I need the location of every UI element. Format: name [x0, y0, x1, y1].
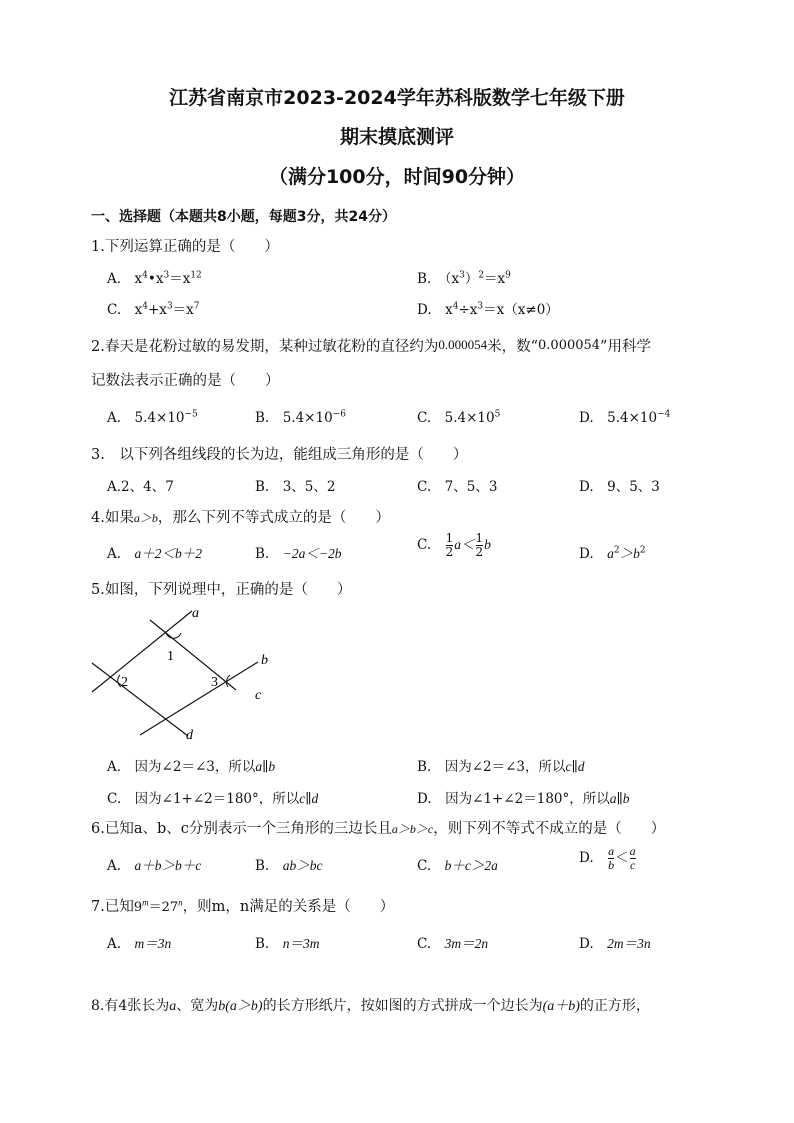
q7-option-c[interactable]: [417, 932, 488, 952]
q1-c-t5: 7: [193, 301, 200, 312]
q4-c-den1: 2: [445, 545, 454, 559]
q6-d-fraction-1: [608, 845, 614, 872]
q1-a-t5: 12: [190, 270, 202, 281]
question-6-stem: [91, 817, 665, 838]
q6-a-t0: A.: [107, 858, 135, 874]
title-line-1: 江苏省南京市2023-2024学年苏科版数学七年级下册: [169, 87, 625, 109]
q4-option-a[interactable]: [107, 542, 202, 562]
q7-eq-t1: m: [142, 897, 149, 908]
q2-a-t0: A. 5.4×10: [107, 410, 185, 426]
q5-a-t1: a∥b: [255, 759, 276, 774]
q2-number-1: 0.000054: [438, 337, 488, 352]
q7-a-t1: m＝3n: [134, 936, 172, 951]
question-2-stem-line2: 记数法表示正确的是（ ）: [91, 373, 280, 389]
q4-a-t0: A.: [107, 546, 135, 562]
line-c: [150, 620, 236, 690]
q6-stem-b: ，则下列不等式不成立的是（ ）: [433, 821, 666, 837]
q7-stem-b: ，则m，n满足的关系是（ ）: [182, 899, 395, 915]
q1-d-t4: ＝x（x≠0）: [483, 302, 559, 318]
q1-a-t4: ＝x: [169, 271, 191, 287]
q7-stem-a: 7.已知: [91, 899, 134, 915]
q6-d-fraction-2: [630, 845, 636, 872]
q4-stem-a: 4.如果: [91, 510, 134, 526]
line-d: [92, 663, 188, 736]
label-d: d: [186, 728, 193, 743]
q7-option-a[interactable]: [107, 932, 171, 952]
q6-c-t1: b＋c＞2a: [444, 858, 498, 873]
q1-d-t1: 4: [452, 301, 459, 312]
line-a: [92, 611, 192, 692]
q2-option-a[interactable]: [107, 406, 198, 426]
q4-c-t3: a＜: [454, 537, 475, 552]
q7-d-t1: 2m＝3n: [607, 936, 651, 951]
q2-a-t1: −5: [184, 409, 198, 420]
q6-d-num1: a: [608, 844, 615, 858]
q1-option-d[interactable]: [417, 298, 559, 318]
q2-option-c[interactable]: [417, 406, 500, 426]
q8-t6: 的正方形，: [579, 998, 650, 1014]
section-heading: 一、选择题（本题共8小题，每题3分，共24分）: [91, 209, 396, 225]
q6-c-t0: C.: [417, 858, 445, 874]
q4-option-c[interactable]: [417, 532, 491, 559]
q1-a-t0: A. x: [107, 271, 143, 287]
q6-option-c[interactable]: [417, 854, 498, 874]
q6-option-a[interactable]: [107, 854, 201, 874]
q1-option-c[interactable]: [107, 298, 200, 318]
title-line-2: 期末摸底测评: [339, 126, 454, 148]
q1-c-t3: 3: [166, 301, 173, 312]
q4-c-fraction-2: [476, 532, 484, 559]
q2-option-d[interactable]: [579, 406, 670, 426]
q7-eq-t2: ＝27: [148, 900, 179, 915]
q5-c-t1: c∥d: [299, 791, 319, 806]
q6-option-d[interactable]: [579, 845, 637, 872]
q1-b-t5: 9: [505, 270, 511, 281]
q4-c-num2: 1: [475, 531, 484, 545]
q1-d-t2: ÷x: [458, 302, 478, 318]
q2-stem-a: 2.春天是花粉过敏的易发期，某种过敏花粉的直径约为: [91, 339, 439, 355]
q6-option-b[interactable]: [255, 854, 322, 874]
q1-d-t0: D. x: [417, 302, 453, 318]
q4-c-den2: 2: [475, 545, 484, 559]
q2-number-2: 0.000054: [538, 338, 601, 353]
q5-b-t1: c∥d: [565, 759, 585, 774]
q1-b-t2: ）: [464, 271, 479, 287]
question-4-stem: [91, 506, 390, 527]
q7-option-b[interactable]: [255, 932, 319, 952]
q7-option-d[interactable]: [579, 932, 651, 952]
q4-d-t2: 2: [613, 545, 620, 556]
q5-figure: [88, 600, 288, 750]
q3-option-d[interactable]: D. 9、5、3: [579, 479, 660, 495]
question-8-stem: [91, 995, 650, 1015]
q2-stem-c: ”用科学: [600, 339, 651, 355]
q2-d-t0: D. 5.4×10: [579, 410, 658, 426]
question-3-stem: 3. 以下列各组线段的长为边，能组成三角形的是（ ）: [91, 447, 468, 463]
q7-a-t0: A.: [107, 936, 135, 952]
q5-c-t0: C. 因为∠1+∠2＝180°，所以: [107, 791, 300, 807]
q6-d-den1: b: [608, 858, 615, 872]
q4-b-t0: B.: [255, 546, 283, 562]
label-c: c: [255, 688, 262, 703]
label-b: b: [261, 653, 268, 668]
q6-stem-a: 6.已知a、b、c分别表示一个三角形的三边长且: [91, 821, 392, 837]
q7-eq-t0: 9: [133, 900, 143, 915]
q4-c-t0: C.: [417, 537, 445, 553]
q5-option-b[interactable]: [417, 755, 585, 775]
q7-equation: [133, 897, 183, 915]
q1-a-t1: 4: [142, 270, 148, 281]
q4-condition: a＞b: [133, 511, 158, 525]
q5-option-c[interactable]: [107, 787, 318, 807]
q7-c-t1: 3m＝2n: [444, 936, 489, 951]
q4-c-fraction-1: [446, 532, 454, 559]
q1-b-t3: 2: [478, 270, 485, 281]
question-1-stem: 1.下列运算正确的是（ ）: [91, 239, 279, 255]
q7-d-t0: D.: [579, 936, 608, 952]
q1-option-b[interactable]: [417, 267, 511, 287]
q8-t5: (a＋b): [542, 999, 580, 1014]
question-5-stem: 5.如图，下列说理中，正确的是（ ）: [91, 582, 352, 598]
q6-d-t3: ＜: [615, 850, 629, 866]
q4-c-t6: b: [484, 537, 491, 552]
q8-t0: 8.有4张长为: [91, 998, 170, 1014]
q5-d-t1: a∥b: [609, 791, 630, 806]
label-angle-1: 1: [167, 649, 174, 664]
q7-c-t0: C.: [417, 936, 445, 952]
question-7-stem: [91, 895, 394, 916]
q6-a-t1: a＋b＞b＋c: [134, 858, 202, 873]
q4-a-t1: a＋2＜b＋2: [134, 546, 203, 561]
q1-c-t1: 4: [142, 301, 148, 312]
q6-condition: a＞b＞c: [391, 822, 434, 836]
q4-d-t3: ＞b: [619, 546, 640, 561]
q2-stem-b: 米，数“: [487, 339, 539, 355]
line-b: [140, 662, 258, 735]
q3-option-b[interactable]: B. 3、5、2: [255, 479, 336, 495]
q2-b-t0: B. 5.4×10: [255, 410, 333, 426]
q1-c-t4: ＝x: [172, 302, 194, 318]
q1-option-a[interactable]: [107, 267, 202, 287]
q1-c-t0: C. x: [107, 302, 143, 318]
q6-b-t0: B.: [255, 858, 283, 874]
q3-option-a[interactable]: A.2、4、7: [107, 479, 174, 495]
q5-option-a[interactable]: [107, 755, 275, 775]
q5-a-t0: A. 因为∠2＝∠3，所以: [107, 759, 256, 775]
q2-d-t1: −4: [657, 409, 671, 420]
q4-d-t1: a: [607, 546, 614, 561]
q8-t4: 的长方形纸片，按如图的方式拼成一个边长为: [262, 998, 543, 1014]
q1-c-t2: +x: [148, 302, 167, 318]
q1-a-t2: •x: [147, 271, 164, 287]
q4-c-num1: 1: [445, 531, 454, 545]
q2-option-b[interactable]: [255, 406, 346, 426]
q8-t3: b(a＞b): [218, 999, 263, 1014]
label-a: a: [192, 606, 199, 621]
q5-option-d[interactable]: [417, 787, 630, 807]
q7-eq-t3: n: [178, 897, 183, 908]
label-angle-2: 2: [121, 675, 128, 690]
q1-b-t1: 3: [459, 270, 465, 281]
q1-d-t3: 3: [477, 301, 484, 312]
q2-c-t1: 5: [494, 409, 501, 420]
q1-b-t4: ＝x: [484, 271, 506, 287]
q8-t1: a: [169, 999, 177, 1014]
q4-d-t4: 2: [639, 545, 646, 556]
q4-option-b[interactable]: [255, 542, 341, 562]
q4-option-d[interactable]: [579, 542, 646, 562]
q4-stem-b: ，那么下列不等式成立的是（ ）: [157, 510, 390, 526]
q8-t2: 、宽为: [176, 998, 219, 1014]
q2-c-t0: C. 5.4×10: [417, 410, 495, 426]
label-angle-3: 3: [211, 675, 218, 690]
q3-option-c[interactable]: C. 7、5、3: [417, 479, 498, 495]
q1-a-t3: 3: [163, 270, 170, 281]
q4-b-t1: −2a＜−2b: [282, 546, 342, 561]
question-2-stem: [91, 335, 651, 356]
q6-b-t1: ab＞bc: [282, 858, 323, 873]
q5-d-t0: D. 因为∠1+∠2＝180°，所以: [417, 791, 610, 807]
q1-b-t0: B. （x: [417, 271, 460, 287]
q5-b-t0: B. 因为∠2＝∠3，所以: [417, 759, 566, 775]
q6-d-t0: D.: [579, 850, 608, 866]
q6-d-num2: a: [629, 844, 636, 858]
q7-b-t1: n＝3m: [282, 936, 320, 951]
q7-b-t0: B.: [255, 936, 283, 952]
title-line-3: （满分100分，时间90分钟）: [268, 166, 526, 188]
q4-d-t0: D.: [579, 546, 608, 562]
q6-d-den2: c: [629, 858, 636, 872]
q2-b-t1: −6: [332, 409, 346, 420]
